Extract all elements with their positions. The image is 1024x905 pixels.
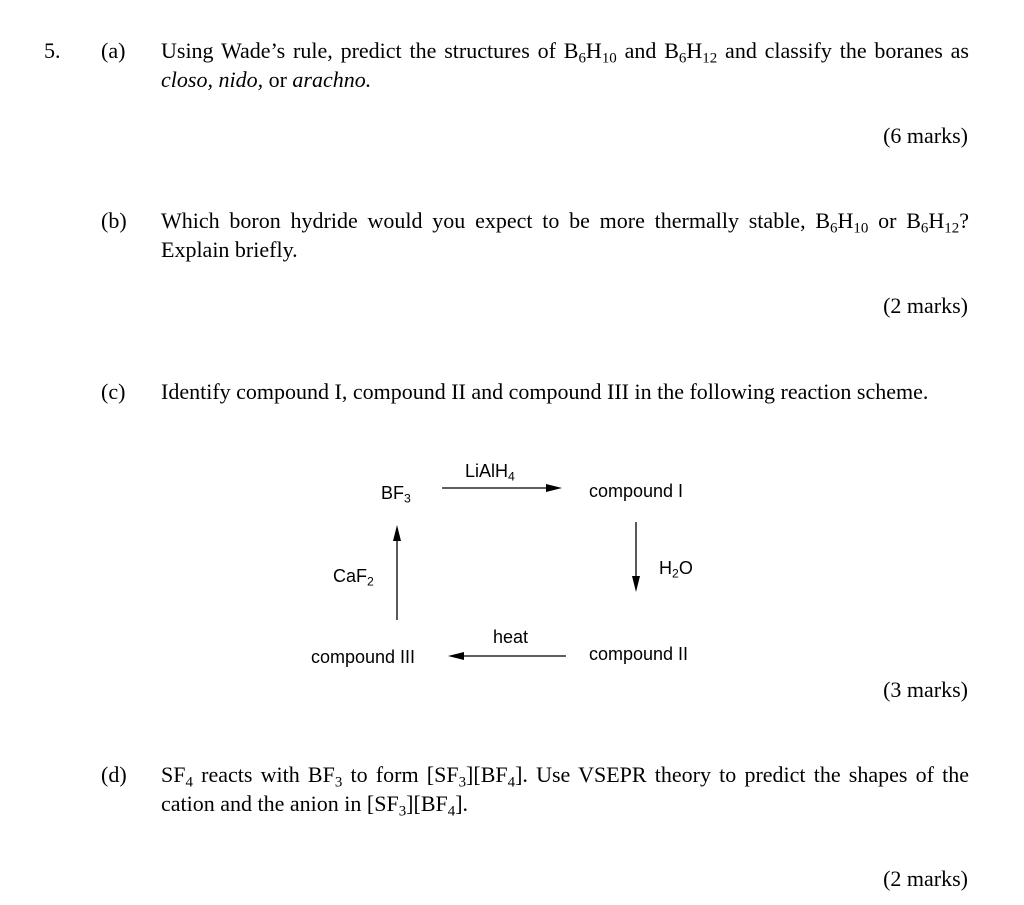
term-nido: nido, <box>218 67 264 92</box>
part-c-marks: (3 marks) <box>883 677 968 702</box>
term-arachno: arachno. <box>292 67 372 92</box>
scheme-lialh4: LiAlH$_4$ <box>465 461 515 484</box>
arrow-compound-3-to-bf3 <box>393 525 401 620</box>
part-d-text: $SF_4$ reacts with $BF_3$ to form $[SF_3][BF_4]$. Use VSEPR theory to predict the shapes of the cation and the anion in $[SF_3][BF_4]$. <box>161 762 969 820</box>
arrow-compound-2-to-compound-3 <box>448 652 566 660</box>
scheme-bf3: $BF_3$ <box>381 483 411 506</box>
scheme-compound-3: compound III <box>311 647 416 667</box>
part-b-text: Which boron hydride would you expect to be more thermally stable, $B_6H_{10}$ or $B_6H_{12}$? Explain briefly. <box>161 208 970 262</box>
scheme-compound-2: compound II <box>589 644 689 664</box>
part-b-label: (b) <box>101 208 127 233</box>
scheme-compound-1: compound I <box>589 481 684 501</box>
term-closo: closo, <box>161 67 213 92</box>
scheme-caf2: CaF$_2$ <box>333 566 374 589</box>
part-d-marks: (2 marks) <box>883 866 968 891</box>
part-a-text: Using Wade’s rule, predict the structures of $B_6H_{10}$ and $B_6H_{12}$ and classify the boranes as closo, nido, or arachno. <box>161 38 969 92</box>
question-number: 5. <box>44 38 61 63</box>
scheme-h2o: $H_2O$ <box>659 558 693 581</box>
part-b-marks: (2 marks) <box>883 293 968 318</box>
part-a-marks: (6 marks) <box>883 123 968 148</box>
scheme-heat: heat <box>493 627 529 647</box>
part-d-label: (d) <box>101 762 127 787</box>
part-c-label: (c) <box>101 379 126 404</box>
part-a-label: (a) <box>101 38 126 63</box>
arrow-bf3-to-compound-1 <box>442 484 562 492</box>
part-c-text: Identify compound I, compound II and compound III in the following reaction scheme. <box>161 379 929 404</box>
arrow-compound-1-to-compound-2 <box>632 522 640 592</box>
